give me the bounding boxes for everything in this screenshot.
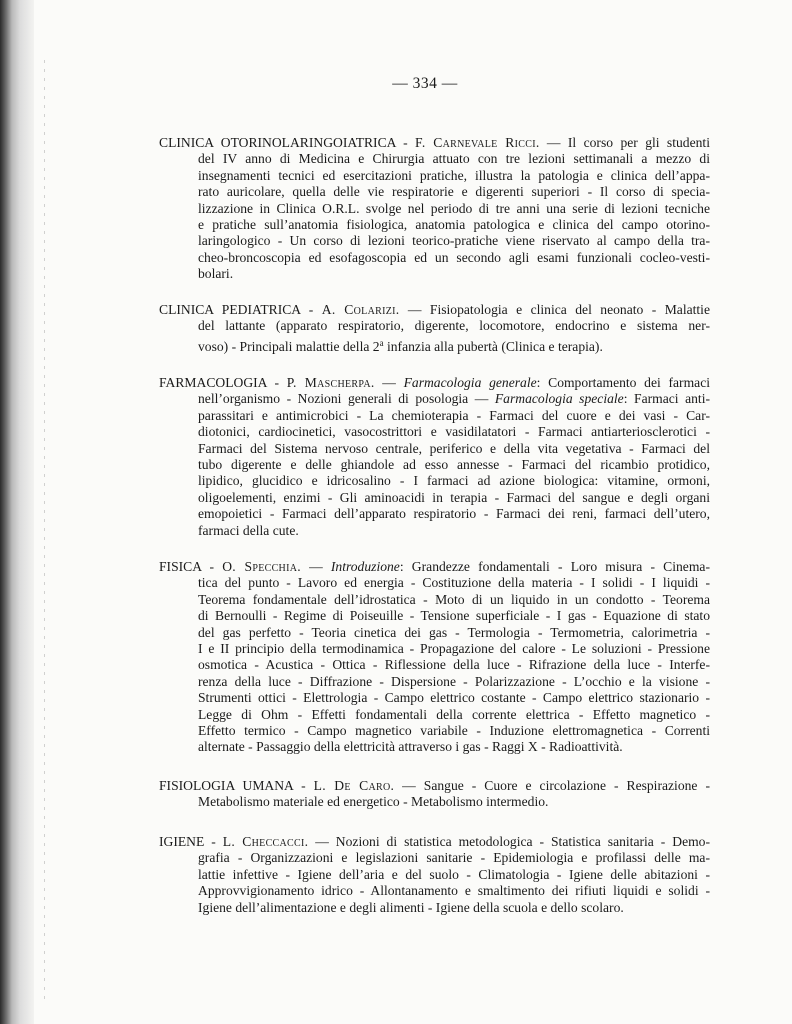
entry-text-line bbox=[159, 335, 710, 354]
ordinal-superscript: a bbox=[379, 337, 384, 348]
page-number: — 334 — bbox=[392, 75, 458, 92]
text-segment: — bbox=[300, 559, 331, 574]
text-segment: — bbox=[374, 375, 404, 390]
entry-text-line bbox=[159, 641, 710, 657]
entry-text-line bbox=[159, 850, 710, 866]
text-segment: : Comportamento dei farmaci bbox=[536, 375, 710, 390]
entry-heading-line bbox=[159, 834, 710, 850]
text-segment: renza della luce - Diffrazione - Dispersione - Polarizzazione - L’occhio e la visione - bbox=[198, 673, 710, 689]
entry-text-line bbox=[159, 201, 710, 217]
entry-heading-line bbox=[159, 375, 710, 391]
text-segment: insegnamenti tecnici ed esercitazioni pratiche, illustra la patologia e clinica dell’appa- bbox=[198, 167, 710, 183]
entry-text-line bbox=[159, 250, 710, 266]
entry-text-line bbox=[159, 608, 710, 624]
text-segment: nell’organismo - Nozioni generali di posologia — bbox=[198, 391, 495, 407]
text-segment: I e II principio della termodinamica - Propagazione del calore - Le soluzioni - Pressione bbox=[198, 640, 710, 656]
entry-text-line bbox=[159, 408, 710, 424]
text-segment: del lattante (apparato respiratorio, digerente, locomotore, endocrino e sistema ner- bbox=[198, 318, 710, 334]
professor-name: O. Specchia. bbox=[222, 559, 301, 574]
text-segment: IGIENE - bbox=[159, 834, 223, 849]
entry-text-line bbox=[159, 739, 710, 755]
text-segment: CLINICA OTORINOLARINGOIATRICA - bbox=[159, 135, 416, 150]
entry-fisica bbox=[159, 559, 710, 756]
text-segment: farmaci della cute. bbox=[198, 522, 299, 538]
entry-text-line bbox=[159, 233, 710, 249]
text-segment: Approvvigionamento idrico - Allontanamento e smaltimento dei rifiuti liquidi e solidi - bbox=[198, 883, 710, 899]
text-segment: : Grandezze fondamentali - Loro misura - Cinema- bbox=[399, 559, 710, 574]
text-segment: Farmaci del Sistema nervoso centrale, periferico e della vita vegetativa - Farmaci del bbox=[198, 440, 710, 456]
entry-text-line bbox=[159, 575, 710, 591]
text-segment: lattie infettive - Igiene dell’aria e del suolo - Climatologia - Igiene delle abitazioni - bbox=[198, 866, 710, 882]
section-subtitle: Introduzione bbox=[330, 559, 400, 574]
text-segment: Strumenti ottici - Elettrologia - Campo elettrico costante - Campo elettrico stazionario - bbox=[198, 690, 710, 706]
text-segment: lipidico, glucidico e idricosalino - I farmaci ad azione biologica: vitamine, ormoni, bbox=[198, 473, 710, 489]
entry-text-line bbox=[159, 217, 710, 233]
entry-farmacologia bbox=[159, 375, 710, 539]
text-segment: — Fisiopatologia e clinica del neonato - Malattie bbox=[399, 302, 710, 317]
scan-edge-artifact bbox=[44, 60, 45, 1000]
entry-text-line bbox=[159, 592, 710, 608]
professor-name: L. Checcacci. bbox=[222, 834, 309, 849]
text-segment: voso) - Principali malattie della 2 bbox=[198, 338, 380, 354]
entry-text-line bbox=[159, 707, 710, 723]
text-segment: diotonici, cardiocinetici, vasocostrittori e vasidilatatori - Farmaci antiarteriosclerotici - bbox=[198, 424, 710, 440]
entry-heading-line bbox=[159, 135, 710, 151]
text-segment: tubo digerente e delle ghiandole ad esso annesse - Farmaci del ricambio protidico, bbox=[198, 456, 710, 472]
entry-igiene bbox=[159, 834, 710, 916]
text-segment: — Sangue - Cuore e circolazione - Respirazione - bbox=[394, 778, 710, 793]
entry-text-line bbox=[159, 625, 710, 641]
text-segment: alternate - Passaggio della elettricità attraverso i gas - Raggi X - Radioattività. bbox=[198, 739, 623, 755]
entry-text-line bbox=[159, 473, 710, 489]
text-segment: parassitari e antimicrobici - La chemioterapia - Farmaci del cuore e dei vasi - Car- bbox=[198, 407, 710, 423]
text-segment: del gas perfetto - Teoria cinetica dei gas - Termologia - Termometria, calorimetria - bbox=[198, 624, 710, 640]
text-segment: Effetto termico - Campo magnetico variabile - Induzione elettromagnetica - Correnti bbox=[198, 722, 710, 738]
entry-fisiologia-umana bbox=[159, 778, 710, 811]
text-segment: osmotica - Acustica - Ottica - Riflessione della luce - Rifrazione della luce - Interfe- bbox=[198, 657, 710, 673]
text-segment: oligoelementi, enzimi - Gli aminoacidi in terapia - Farmaci del sangue e degli organi bbox=[198, 489, 710, 505]
entry-pediatria bbox=[159, 302, 710, 354]
entry-text-line bbox=[159, 674, 710, 690]
entry-heading-line bbox=[159, 778, 710, 794]
text-segment: — Il corso per gli studenti bbox=[539, 135, 710, 150]
professor-name: L. De Caro. bbox=[313, 778, 395, 793]
entry-text-line bbox=[159, 657, 710, 673]
text-segment: cheo-broncoscopia ed esofagoscopia ed un secondo agli esami funzionali cocleo-vesti- bbox=[198, 249, 710, 265]
text-segment: Metabolismo materiale ed energetico - Metabolismo intermedio. bbox=[198, 794, 549, 810]
entry-heading-line bbox=[159, 559, 710, 575]
text-segment: rato auricolare, quella delle vie respiratorie e digerenti superiori - Il corso di specia- bbox=[198, 184, 710, 200]
entry-text-line bbox=[159, 457, 710, 473]
text-segment: e pratiche sull’anatomia fisiologica, anatomia patologica e clinica del campo otorino- bbox=[198, 216, 710, 232]
entry-text-line bbox=[159, 184, 710, 200]
entry-text-line bbox=[159, 883, 710, 899]
text-segment: FARMACOLOGIA - bbox=[159, 375, 287, 390]
professor-name: F. Carnevale Ricci. bbox=[415, 135, 540, 150]
entry-otorinolaringoiatria bbox=[159, 135, 710, 283]
scan-edge-shadow bbox=[0, 0, 34, 1024]
entry-text-line bbox=[159, 391, 710, 407]
entry-text-line bbox=[159, 151, 710, 167]
text-segment: infanzia alla pubertà (Clinica e terapia). bbox=[383, 338, 603, 354]
entry-text-line bbox=[159, 441, 710, 457]
text-segment: emopoietici - Farmaci dell’apparato respiratorio - Farmaci dei reni, farmaci dell’utero, bbox=[198, 506, 710, 522]
entry-text-line bbox=[159, 318, 710, 334]
text-segment: — Nozioni di statistica metodologica - Statistica sanitaria - Demo- bbox=[308, 834, 710, 849]
entry-text-line bbox=[159, 523, 710, 539]
text-segment: lizzazione in Clinica O.R.L. svolge nel periodo di tre anni una serie di lezioni tecniche bbox=[198, 200, 710, 216]
text-segment: CLINICA PEDIATRICA - bbox=[159, 302, 322, 317]
text-segment: Igiene dell’alimentazione e degli alimenti - Igiene della scuola e dello scolaro. bbox=[198, 899, 624, 915]
text-segment: tica del punto - Lavoro ed energia - Costituzione della materia - I solidi - I liquidi - bbox=[198, 575, 710, 591]
entry-text-line bbox=[159, 867, 710, 883]
text-segment: Legge di Ohm - Effetti fondamentali della corrente elettrica - Effetto magnetico - bbox=[198, 706, 710, 722]
text-segment: bolari. bbox=[198, 266, 234, 282]
entry-text-line bbox=[159, 168, 710, 184]
entry-text-line bbox=[159, 900, 710, 916]
professor-name: A. Colarizi. bbox=[321, 302, 400, 317]
entry-heading-line bbox=[159, 302, 710, 318]
text-segment: FISIOLOGIA UMANA - bbox=[159, 778, 314, 793]
section-subtitle: Farmacologia generale bbox=[403, 375, 537, 390]
text-segment: Teorema fondamentale dell’idrostatica - Moto di un liquido in un condotto - Teorema bbox=[198, 591, 710, 607]
text-segment: del IV anno di Medicina e Chirurgia attuato con tre lezioni settimanali a mezzo di bbox=[198, 151, 710, 167]
text-segment: grafia - Organizzazioni e legislazioni sanitarie - Epidemiologia e profilassi delle ma- bbox=[198, 850, 710, 866]
entry-text-line bbox=[159, 723, 710, 739]
entry-text-line bbox=[159, 424, 710, 440]
text-segment: : Farmaci anti- bbox=[623, 391, 710, 407]
entry-text-line bbox=[159, 490, 710, 506]
section-subtitle: Farmacologia speciale bbox=[494, 391, 624, 407]
text-segment: laringologico - Un corso di lezioni teorico-pratiche viene riservato al campo della tra- bbox=[198, 233, 710, 249]
entry-text-line bbox=[159, 794, 710, 810]
entry-text-line bbox=[159, 506, 710, 522]
entry-text-line bbox=[159, 690, 710, 706]
text-segment: di Bernoulli - Regime di Poiseuille - Tensione superficiale - I gas - Equazione di stato bbox=[198, 608, 710, 624]
professor-name: P. Mascherpa. bbox=[286, 375, 375, 390]
entry-text-line bbox=[159, 266, 710, 282]
text-segment: FISICA - bbox=[159, 559, 223, 574]
